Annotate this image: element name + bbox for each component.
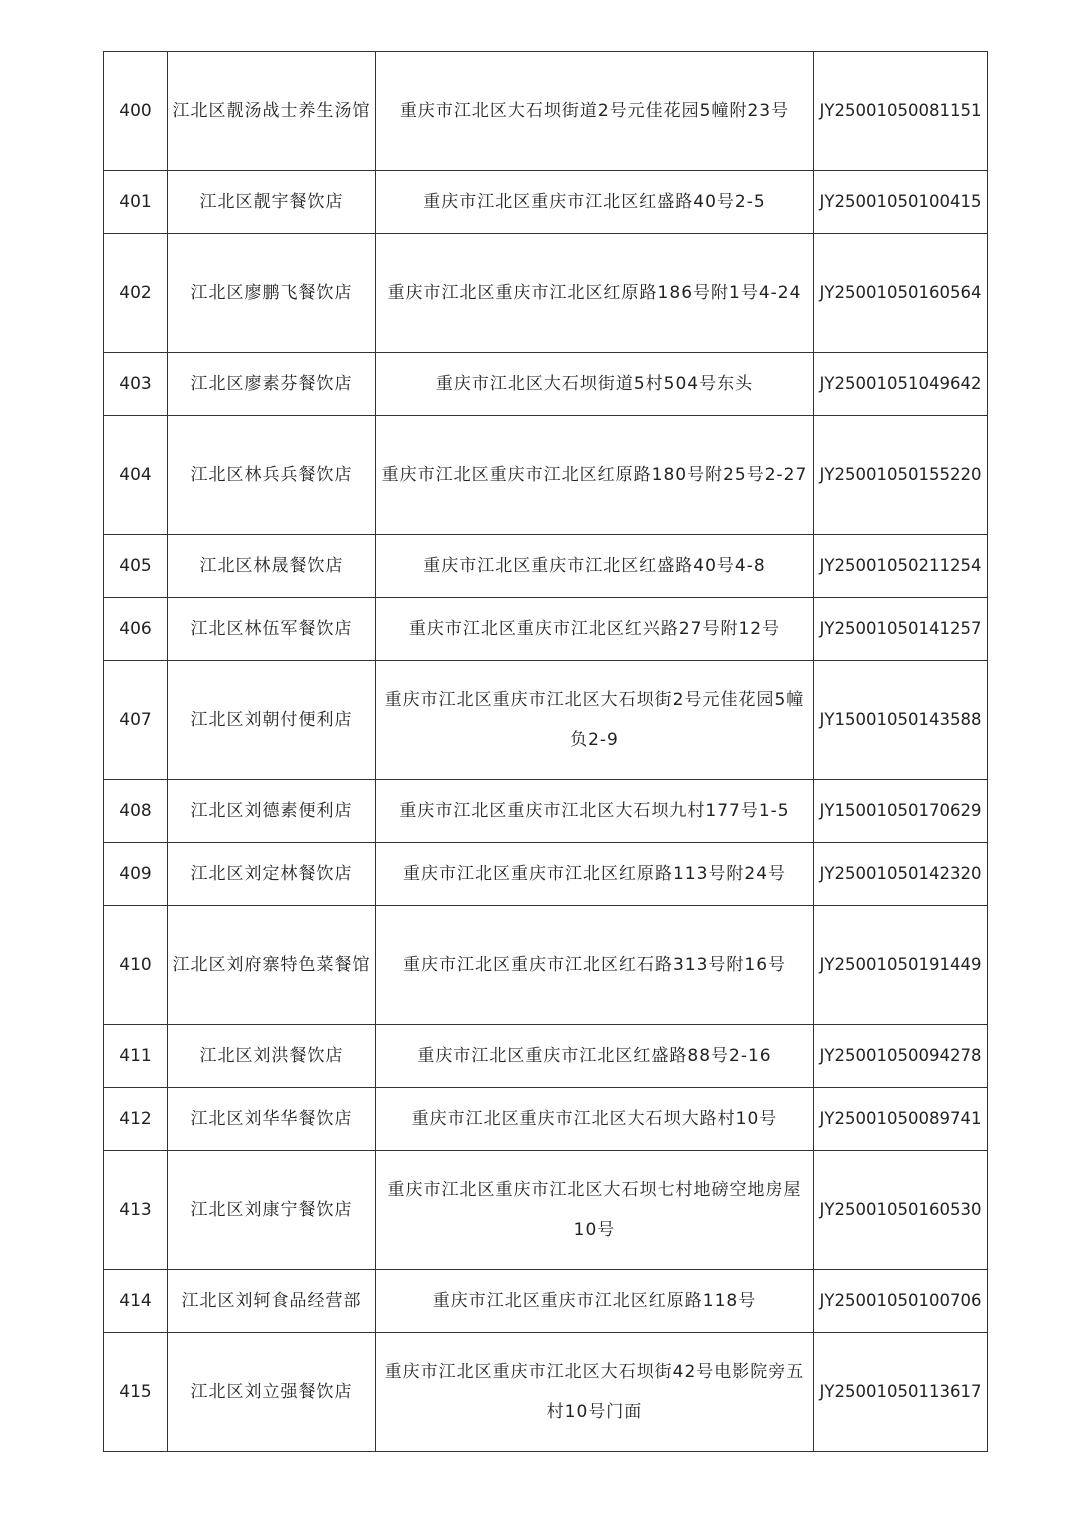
business-name: 江北区刘轲食品经营部 bbox=[168, 1270, 376, 1333]
business-name: 江北区刘立强餐饮店 bbox=[168, 1333, 376, 1452]
row-number: 411 bbox=[104, 1025, 168, 1088]
business-address: 重庆市江北区大石坝街道2号元佳花园5幢附23号 bbox=[376, 52, 814, 171]
row-number: 400 bbox=[104, 52, 168, 171]
table-row bbox=[104, 353, 988, 416]
business-name: 江北区靓汤战士养生汤馆 bbox=[168, 52, 376, 171]
business-name: 江北区刘朝付便利店 bbox=[168, 661, 376, 780]
business-name: 江北区刘府寨特色菜餐馆 bbox=[168, 906, 376, 1025]
license-number: JY25001050142320 bbox=[814, 843, 988, 906]
license-number: JY25001050191449 bbox=[814, 906, 988, 1025]
business-address: 重庆市江北区重庆市江北区红原路186号附1号4-24 bbox=[376, 234, 814, 353]
row-number: 408 bbox=[104, 780, 168, 843]
business-name: 江北区刘华华餐饮店 bbox=[168, 1088, 376, 1151]
business-name: 江北区刘定林餐饮店 bbox=[168, 843, 376, 906]
business-address: 重庆市江北区重庆市江北区红石路313号附16号 bbox=[376, 906, 814, 1025]
table-row bbox=[104, 598, 988, 661]
license-number: JY25001050160564 bbox=[814, 234, 988, 353]
business-address: 重庆市江北区重庆市江北区红原路118号 bbox=[376, 1270, 814, 1333]
row-number: 405 bbox=[104, 535, 168, 598]
license-number: JY25001050089741 bbox=[814, 1088, 988, 1151]
license-number: JY25001051049642 bbox=[814, 353, 988, 416]
business-license-table bbox=[103, 51, 988, 1452]
business-name: 江北区廖鹏飞餐饮店 bbox=[168, 234, 376, 353]
business-address: 重庆市江北区重庆市江北区红兴路27号附12号 bbox=[376, 598, 814, 661]
license-number: JY25001050100415 bbox=[814, 171, 988, 234]
license-number: JY25001050155220 bbox=[814, 416, 988, 535]
table-row bbox=[104, 843, 988, 906]
business-name: 江北区刘德素便利店 bbox=[168, 780, 376, 843]
table-row bbox=[104, 661, 988, 780]
license-number: JY25001050211254 bbox=[814, 535, 988, 598]
business-address: 重庆市江北区重庆市江北区大石坝街42号电影院旁五村10号门面 bbox=[376, 1333, 814, 1452]
license-number: JY25001050094278 bbox=[814, 1025, 988, 1088]
table-row bbox=[104, 780, 988, 843]
business-name: 江北区林兵兵餐饮店 bbox=[168, 416, 376, 535]
row-number: 410 bbox=[104, 906, 168, 1025]
business-name: 江北区靓宇餐饮店 bbox=[168, 171, 376, 234]
table-row bbox=[104, 906, 988, 1025]
table-row bbox=[104, 535, 988, 598]
row-number: 404 bbox=[104, 416, 168, 535]
row-number: 402 bbox=[104, 234, 168, 353]
row-number: 413 bbox=[104, 1151, 168, 1270]
business-address: 重庆市江北区重庆市江北区红盛路40号2-5 bbox=[376, 171, 814, 234]
table-row bbox=[104, 1088, 988, 1151]
business-address: 重庆市江北区重庆市江北区大石坝街2号元佳花园5幢负2-9 bbox=[376, 661, 814, 780]
table-row bbox=[104, 171, 988, 234]
license-number: JY15001050143588 bbox=[814, 661, 988, 780]
row-number: 409 bbox=[104, 843, 168, 906]
row-number: 412 bbox=[104, 1088, 168, 1151]
business-name: 江北区林晟餐饮店 bbox=[168, 535, 376, 598]
business-address: 重庆市江北区重庆市江北区红原路180号附25号2-27 bbox=[376, 416, 814, 535]
license-number: JY25001050081151 bbox=[814, 52, 988, 171]
table-row bbox=[104, 234, 988, 353]
business-address: 重庆市江北区重庆市江北区大石坝大路村10号 bbox=[376, 1088, 814, 1151]
row-number: 401 bbox=[104, 171, 168, 234]
row-number: 415 bbox=[104, 1333, 168, 1452]
license-number: JY25001050160530 bbox=[814, 1151, 988, 1270]
license-number: JY25001050113617 bbox=[814, 1333, 988, 1452]
table-row bbox=[104, 1025, 988, 1088]
table-row bbox=[104, 1270, 988, 1333]
license-number: JY15001050170629 bbox=[814, 780, 988, 843]
row-number: 406 bbox=[104, 598, 168, 661]
license-number: JY25001050100706 bbox=[814, 1270, 988, 1333]
table-row bbox=[104, 52, 988, 171]
business-address: 重庆市江北区重庆市江北区红原路113号附24号 bbox=[376, 843, 814, 906]
business-name: 江北区刘洪餐饮店 bbox=[168, 1025, 376, 1088]
business-address: 重庆市江北区重庆市江北区大石坝七村地磅空地房屋10号 bbox=[376, 1151, 814, 1270]
business-name: 江北区林伍军餐饮店 bbox=[168, 598, 376, 661]
row-number: 407 bbox=[104, 661, 168, 780]
license-number: JY25001050141257 bbox=[814, 598, 988, 661]
business-address: 重庆市江北区重庆市江北区大石坝九村177号1-5 bbox=[376, 780, 814, 843]
business-address: 重庆市江北区大石坝街道5村504号东头 bbox=[376, 353, 814, 416]
row-number: 403 bbox=[104, 353, 168, 416]
business-name: 江北区刘康宁餐饮店 bbox=[168, 1151, 376, 1270]
row-number: 414 bbox=[104, 1270, 168, 1333]
business-address: 重庆市江北区重庆市江北区红盛路88号2-16 bbox=[376, 1025, 814, 1088]
business-name: 江北区廖素芬餐饮店 bbox=[168, 353, 376, 416]
table-row bbox=[104, 1151, 988, 1270]
table-row bbox=[104, 416, 988, 535]
table-body bbox=[104, 52, 988, 1452]
table-row bbox=[104, 1333, 988, 1452]
business-address: 重庆市江北区重庆市江北区红盛路40号4-8 bbox=[376, 535, 814, 598]
